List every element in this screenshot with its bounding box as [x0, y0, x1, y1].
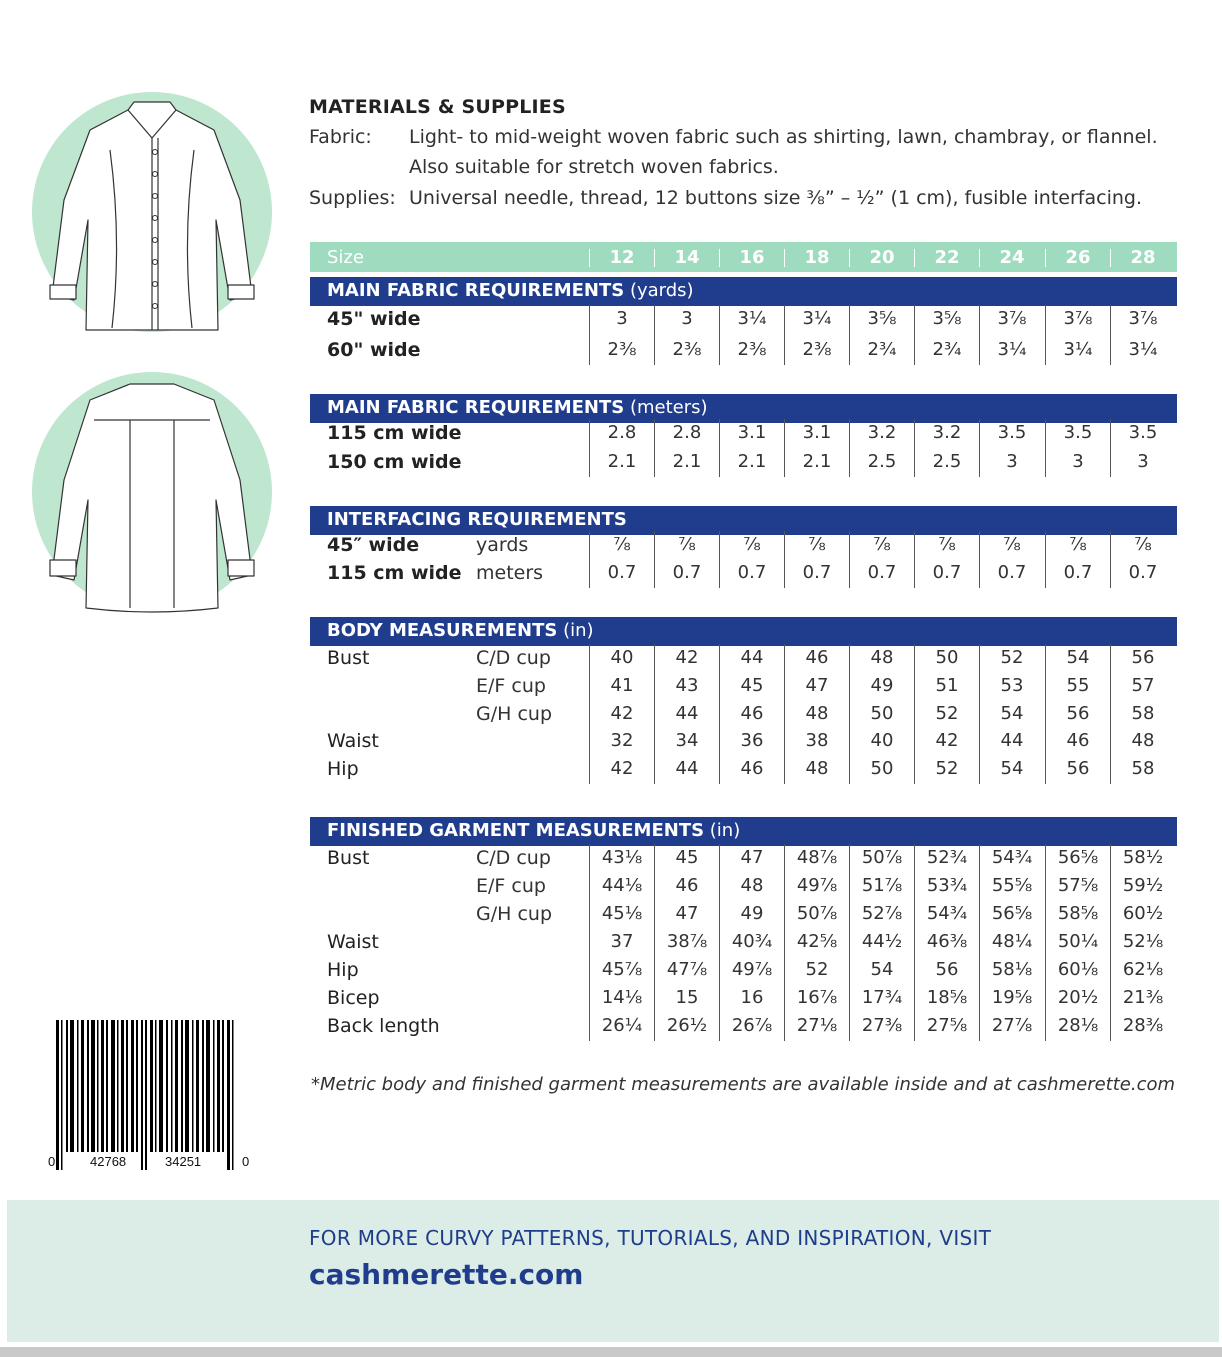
section-title-text: MAIN FABRIC REQUIREMENTS — [327, 397, 625, 418]
row-sublabel: E/F cup — [476, 675, 546, 697]
table-cell: 38⅞ — [666, 931, 708, 952]
size-header-divider — [589, 249, 590, 267]
table-cell: 3.5 — [997, 422, 1027, 443]
table-cell: 16⅞ — [796, 987, 838, 1008]
table-cell: 2⅜ — [737, 339, 767, 360]
column-divider — [914, 644, 915, 784]
table-cell: 56⅝ — [1057, 847, 1099, 868]
table-cell: 52⅛ — [1122, 931, 1164, 952]
size-header-divider — [654, 249, 655, 267]
table-cell: 2⅜ — [802, 339, 832, 360]
column-divider — [654, 305, 655, 365]
table-cell: 19⅝ — [991, 987, 1033, 1008]
column-divider — [1045, 419, 1046, 477]
column-divider — [914, 419, 915, 477]
table-cell: 45 — [740, 675, 764, 696]
table-cell: 2⅜ — [607, 339, 637, 360]
table-cell: 28⅜ — [1122, 1015, 1164, 1036]
row-sublabel: yards — [476, 534, 529, 556]
table-cell: 60½ — [1122, 903, 1164, 924]
table-cell: 46⅜ — [926, 931, 968, 952]
table-cell: 47 — [740, 847, 764, 868]
column-divider — [1045, 531, 1046, 588]
column-divider — [589, 305, 590, 365]
column-divider — [784, 844, 785, 1041]
row-label: Hip — [327, 758, 359, 780]
table-cell: 3.1 — [802, 422, 832, 443]
row-sublabel: C/D cup — [476, 847, 551, 869]
table-cell: 54 — [1066, 647, 1090, 668]
table-cell: 17¾ — [861, 987, 903, 1008]
table-cell: 56 — [1131, 647, 1155, 668]
table-cell: 42 — [935, 730, 959, 751]
row-label: Hip — [327, 959, 359, 981]
table-cell: 44⅛ — [601, 875, 643, 896]
section-title — [327, 509, 627, 530]
table-cell: 56 — [935, 959, 959, 980]
barcode-digit-left: 0 — [48, 1154, 56, 1169]
table-cell: 45 — [675, 847, 699, 868]
table-cell: ⅞ — [1134, 534, 1152, 555]
section-title — [327, 820, 740, 841]
metric-footnote: *Metric body and finished garment measurements are available inside and at cashmerette.com — [311, 1074, 1176, 1095]
table-cell: 18⅝ — [926, 987, 968, 1008]
row-label: 115 cm wide — [327, 562, 462, 584]
table-cell: 27⅝ — [926, 1015, 968, 1036]
table-cell: 46 — [1066, 730, 1090, 751]
table-cell: 46 — [740, 703, 764, 724]
column-divider — [979, 305, 980, 365]
table-cell: 55⅝ — [991, 875, 1033, 896]
table-cell: 14⅛ — [601, 987, 643, 1008]
table-cell: 59½ — [1122, 875, 1164, 896]
table-cell: 52 — [935, 758, 959, 779]
table-cell: 27⅛ — [796, 1015, 838, 1036]
table-cell: ⅞ — [1003, 534, 1021, 555]
table-cell: 38 — [805, 730, 829, 751]
table-cell: 2.5 — [867, 451, 897, 472]
table-cell: 3 — [616, 308, 628, 329]
table-cell: 45⅞ — [601, 959, 643, 980]
row-label: Bust — [327, 647, 370, 669]
table-cell: 0.7 — [932, 562, 962, 583]
fabric-text-line1: Light- to mid-weight woven fabric such as shirting, lawn, chambray, or flannel. — [409, 126, 1158, 148]
table-cell: 37 — [610, 931, 634, 952]
row-label: Waist — [327, 931, 379, 953]
table-cell: 50¼ — [1057, 931, 1099, 952]
table-cell: 3¼ — [1128, 339, 1158, 360]
section-unit: (in) — [704, 820, 741, 841]
table-cell: 2.1 — [607, 451, 637, 472]
column-divider — [1110, 644, 1111, 784]
table-cell: 60⅛ — [1057, 959, 1099, 980]
row-label: 60" wide — [327, 339, 421, 361]
table-cell: 3.2 — [867, 422, 897, 443]
materials-title: MATERIALS & SUPPLIES — [309, 96, 566, 118]
column-divider — [719, 305, 720, 365]
column-divider — [1110, 531, 1111, 588]
table-cell: ⅞ — [1069, 534, 1087, 555]
column-divider — [589, 644, 590, 784]
table-cell: 54¾ — [926, 903, 968, 924]
column-divider — [784, 305, 785, 365]
column-divider — [654, 419, 655, 477]
table-cell: 46 — [740, 758, 764, 779]
footer-tagline: FOR MORE CURVY PATTERNS, TUTORIALS, AND INSPIRATION, VISIT — [309, 1226, 992, 1250]
table-cell: ⅞ — [938, 534, 956, 555]
table-cell: 2¾ — [932, 339, 962, 360]
table-cell: 58⅛ — [991, 959, 1033, 980]
table-cell: 26¼ — [601, 1015, 643, 1036]
size-header-divider — [914, 249, 915, 267]
column-divider — [719, 844, 720, 1041]
table-cell: 42⅝ — [796, 931, 838, 952]
column-divider — [1110, 305, 1111, 365]
size-header-label: Size — [327, 247, 364, 268]
column-divider — [784, 644, 785, 784]
table-cell: 49⅞ — [731, 959, 773, 980]
table-cell: 2⅜ — [672, 339, 702, 360]
table-cell: 52 — [935, 703, 959, 724]
table-cell: 43⅛ — [601, 847, 643, 868]
table-cell: 2.1 — [737, 451, 767, 472]
column-divider — [719, 644, 720, 784]
table-cell: 3 — [1137, 451, 1149, 472]
table-cell: 44 — [675, 758, 699, 779]
table-cell: 0.7 — [1128, 562, 1158, 583]
column-divider — [1110, 419, 1111, 477]
section-title-text: INTERFACING REQUIREMENTS — [327, 509, 627, 530]
table-cell: 40 — [870, 730, 894, 751]
supplies-label: Supplies: — [309, 187, 396, 209]
table-cell: 3⅞ — [1128, 308, 1158, 329]
table-cell: 56 — [1066, 758, 1090, 779]
table-cell: 20½ — [1057, 987, 1099, 1008]
column-divider — [1045, 644, 1046, 784]
size-header-cell: 24 — [999, 247, 1025, 268]
row-label: 150 cm wide — [327, 451, 462, 473]
table-cell: 16 — [740, 987, 764, 1008]
table-cell: 42 — [675, 647, 699, 668]
table-cell: 3⅞ — [1063, 308, 1093, 329]
table-cell: 44 — [675, 703, 699, 724]
column-divider — [1110, 844, 1111, 1041]
table-cell: 2¾ — [867, 339, 897, 360]
column-divider — [914, 531, 915, 588]
shirt-back-illustration — [30, 370, 275, 615]
size-header-divider — [719, 249, 720, 267]
table-cell: 44½ — [861, 931, 903, 952]
table-cell: 57⅝ — [1057, 875, 1099, 896]
supplies-text: Universal needle, thread, 12 buttons size ⅜” – ½” (1 cm), fusible interfacing. — [409, 187, 1142, 209]
table-cell: 2.1 — [802, 451, 832, 472]
size-header-divider — [784, 249, 785, 267]
table-cell: ⅞ — [613, 534, 631, 555]
table-cell: 50⅞ — [861, 847, 903, 868]
table-cell: 36 — [740, 730, 764, 751]
column-divider — [719, 419, 720, 477]
table-cell: 0.7 — [867, 562, 897, 583]
table-cell: 48 — [740, 875, 764, 896]
section-title-text: FINISHED GARMENT MEASUREMENTS — [327, 820, 705, 841]
table-cell: 52¾ — [926, 847, 968, 868]
size-header-divider — [849, 249, 850, 267]
barcode-digits-group2: 34251 — [165, 1154, 202, 1169]
fabric-label: Fabric: — [309, 126, 372, 148]
table-cell: 48 — [805, 703, 829, 724]
column-divider — [589, 844, 590, 1041]
section-title — [327, 397, 708, 418]
size-header-cell: 28 — [1130, 247, 1156, 268]
column-divider — [979, 844, 980, 1041]
table-cell: 3.5 — [1128, 422, 1158, 443]
table-cell: 56⅝ — [991, 903, 1033, 924]
table-cell: 48¼ — [991, 931, 1033, 952]
column-divider — [849, 531, 850, 588]
table-cell: 3¼ — [802, 308, 832, 329]
table-cell: 3⅝ — [867, 308, 897, 329]
table-cell: 41 — [610, 675, 634, 696]
table-cell: 58⅝ — [1057, 903, 1099, 924]
bottom-strip — [0, 1347, 1222, 1357]
table-cell: 3¼ — [997, 339, 1027, 360]
row-label: Waist — [327, 730, 379, 752]
table-cell: 3.1 — [737, 422, 767, 443]
column-divider — [654, 844, 655, 1041]
table-cell: 56 — [1066, 703, 1090, 724]
size-header-cell: 26 — [1065, 247, 1091, 268]
fabric-text-line2: Also suitable for stretch woven fabrics. — [409, 156, 779, 178]
column-divider — [589, 419, 590, 477]
table-cell: 47⅞ — [666, 959, 708, 980]
table-cell: 0.7 — [672, 562, 702, 583]
table-cell: 2.5 — [932, 451, 962, 472]
section-title-text: BODY MEASUREMENTS — [327, 620, 558, 641]
table-cell: 48 — [1131, 730, 1155, 751]
shirt-front-illustration — [30, 90, 275, 335]
table-cell: 27⅞ — [991, 1015, 1033, 1036]
row-sublabel: G/H cup — [476, 903, 552, 925]
table-cell: 48 — [870, 647, 894, 668]
table-cell: 51⅞ — [861, 875, 903, 896]
table-cell: 52⅞ — [861, 903, 903, 924]
row-label: Bicep — [327, 987, 380, 1009]
barcode — [40, 1020, 255, 1172]
table-cell: ⅞ — [678, 534, 696, 555]
table-cell: 58 — [1131, 758, 1155, 779]
column-divider — [654, 644, 655, 784]
column-divider — [849, 419, 850, 477]
column-divider — [1045, 305, 1046, 365]
column-divider — [914, 844, 915, 1041]
table-cell: 50⅞ — [796, 903, 838, 924]
footer-banner — [7, 1200, 1219, 1342]
size-header-cell: 12 — [609, 247, 635, 268]
column-divider — [849, 644, 850, 784]
table-cell: 53 — [1000, 675, 1024, 696]
size-header-cell: 18 — [804, 247, 830, 268]
table-cell: 62⅛ — [1122, 959, 1164, 980]
barcode-digits-group1: 42768 — [90, 1154, 127, 1169]
table-cell: 54¾ — [991, 847, 1033, 868]
column-divider — [654, 531, 655, 588]
column-divider — [784, 419, 785, 477]
table-cell: 27⅜ — [861, 1015, 903, 1036]
table-cell: 58 — [1131, 703, 1155, 724]
size-header-divider — [979, 249, 980, 267]
table-cell: 0.7 — [737, 562, 767, 583]
table-cell: 2.1 — [672, 451, 702, 472]
table-cell: 51 — [935, 675, 959, 696]
size-header-cell: 14 — [674, 247, 700, 268]
column-divider — [914, 305, 915, 365]
table-cell: 48⅞ — [796, 847, 838, 868]
table-cell: 50 — [870, 703, 894, 724]
column-divider — [784, 531, 785, 588]
table-cell: 49⅞ — [796, 875, 838, 896]
table-cell: 58½ — [1122, 847, 1164, 868]
table-cell: 3¼ — [1063, 339, 1093, 360]
size-header-divider — [1045, 249, 1046, 267]
table-cell: 2.8 — [607, 422, 637, 443]
table-cell: 32 — [610, 730, 634, 751]
table-cell: 40 — [610, 647, 634, 668]
table-cell: 54 — [1000, 758, 1024, 779]
table-cell: 43 — [675, 675, 699, 696]
column-divider — [849, 844, 850, 1041]
table-cell: 50 — [935, 647, 959, 668]
table-cell: 53¾ — [926, 875, 968, 896]
row-label: 45" wide — [327, 308, 421, 330]
section-unit: (meters) — [624, 397, 708, 418]
table-cell: 34 — [675, 730, 699, 751]
table-cell: 0.7 — [1063, 562, 1093, 583]
table-cell: 42 — [610, 758, 634, 779]
table-cell: 3⅝ — [932, 308, 962, 329]
table-cell: 26½ — [666, 1015, 708, 1036]
table-cell: 47 — [805, 675, 829, 696]
size-header-cell: 20 — [869, 247, 895, 268]
table-cell: 0.7 — [997, 562, 1027, 583]
table-cell: 3.2 — [932, 422, 962, 443]
size-header-cell: 16 — [739, 247, 765, 268]
table-cell: 0.7 — [802, 562, 832, 583]
table-cell: 50 — [870, 758, 894, 779]
table-cell: 49 — [740, 903, 764, 924]
table-cell: 3⅞ — [997, 308, 1027, 329]
table-cell: ⅞ — [743, 534, 761, 555]
column-divider — [1045, 844, 1046, 1041]
row-sublabel: E/F cup — [476, 875, 546, 897]
table-cell: 44 — [1000, 730, 1024, 751]
table-cell: 52 — [805, 959, 829, 980]
column-divider — [719, 531, 720, 588]
table-cell: 3.5 — [1063, 422, 1093, 443]
table-cell: 46 — [805, 647, 829, 668]
table-cell: 26⅞ — [731, 1015, 773, 1036]
table-cell: 3 — [681, 308, 693, 329]
table-cell: ⅞ — [873, 534, 891, 555]
table-cell: 54 — [870, 959, 894, 980]
section-title — [327, 280, 694, 301]
row-sublabel: meters — [476, 562, 544, 584]
table-cell: 28⅛ — [1057, 1015, 1099, 1036]
table-cell: 3 — [1072, 451, 1084, 472]
table-cell: 55 — [1066, 675, 1090, 696]
column-divider — [979, 644, 980, 784]
table-cell: 44 — [740, 647, 764, 668]
row-label: Bust — [327, 847, 370, 869]
table-cell: 48 — [805, 758, 829, 779]
row-label: 115 cm wide — [327, 422, 462, 444]
table-cell: 3¼ — [737, 308, 767, 329]
table-cell: 46 — [675, 875, 699, 896]
section-title-text: MAIN FABRIC REQUIREMENTS — [327, 280, 625, 301]
table-cell: 21⅜ — [1122, 987, 1164, 1008]
table-cell: 0.7 — [607, 562, 637, 583]
table-cell: 2.8 — [672, 422, 702, 443]
table-cell: 49 — [870, 675, 894, 696]
section-unit: (yards) — [624, 280, 694, 301]
table-cell: 42 — [610, 703, 634, 724]
row-sublabel: C/D cup — [476, 647, 551, 669]
row-label: 45″ wide — [327, 534, 420, 556]
table-cell: 54 — [1000, 703, 1024, 724]
table-cell: 3 — [1006, 451, 1018, 472]
size-header-cell: 22 — [934, 247, 960, 268]
section-title — [327, 620, 594, 641]
column-divider — [979, 419, 980, 477]
barcode-digit-right: 0 — [242, 1154, 250, 1169]
table-cell: 45⅛ — [601, 903, 643, 924]
row-label: Back length — [327, 1015, 440, 1037]
table-cell: 40¾ — [731, 931, 773, 952]
column-divider — [589, 531, 590, 588]
column-divider — [979, 531, 980, 588]
row-sublabel: G/H cup — [476, 703, 552, 725]
column-divider — [849, 305, 850, 365]
table-cell: ⅞ — [808, 534, 826, 555]
footer-website: cashmerette.com — [309, 1258, 584, 1291]
table-cell: 52 — [1000, 647, 1024, 668]
size-header-divider — [1110, 249, 1111, 267]
section-unit: (in) — [557, 620, 594, 641]
table-cell: 15 — [675, 987, 699, 1008]
table-cell: 47 — [675, 903, 699, 924]
table-cell: 57 — [1131, 675, 1155, 696]
